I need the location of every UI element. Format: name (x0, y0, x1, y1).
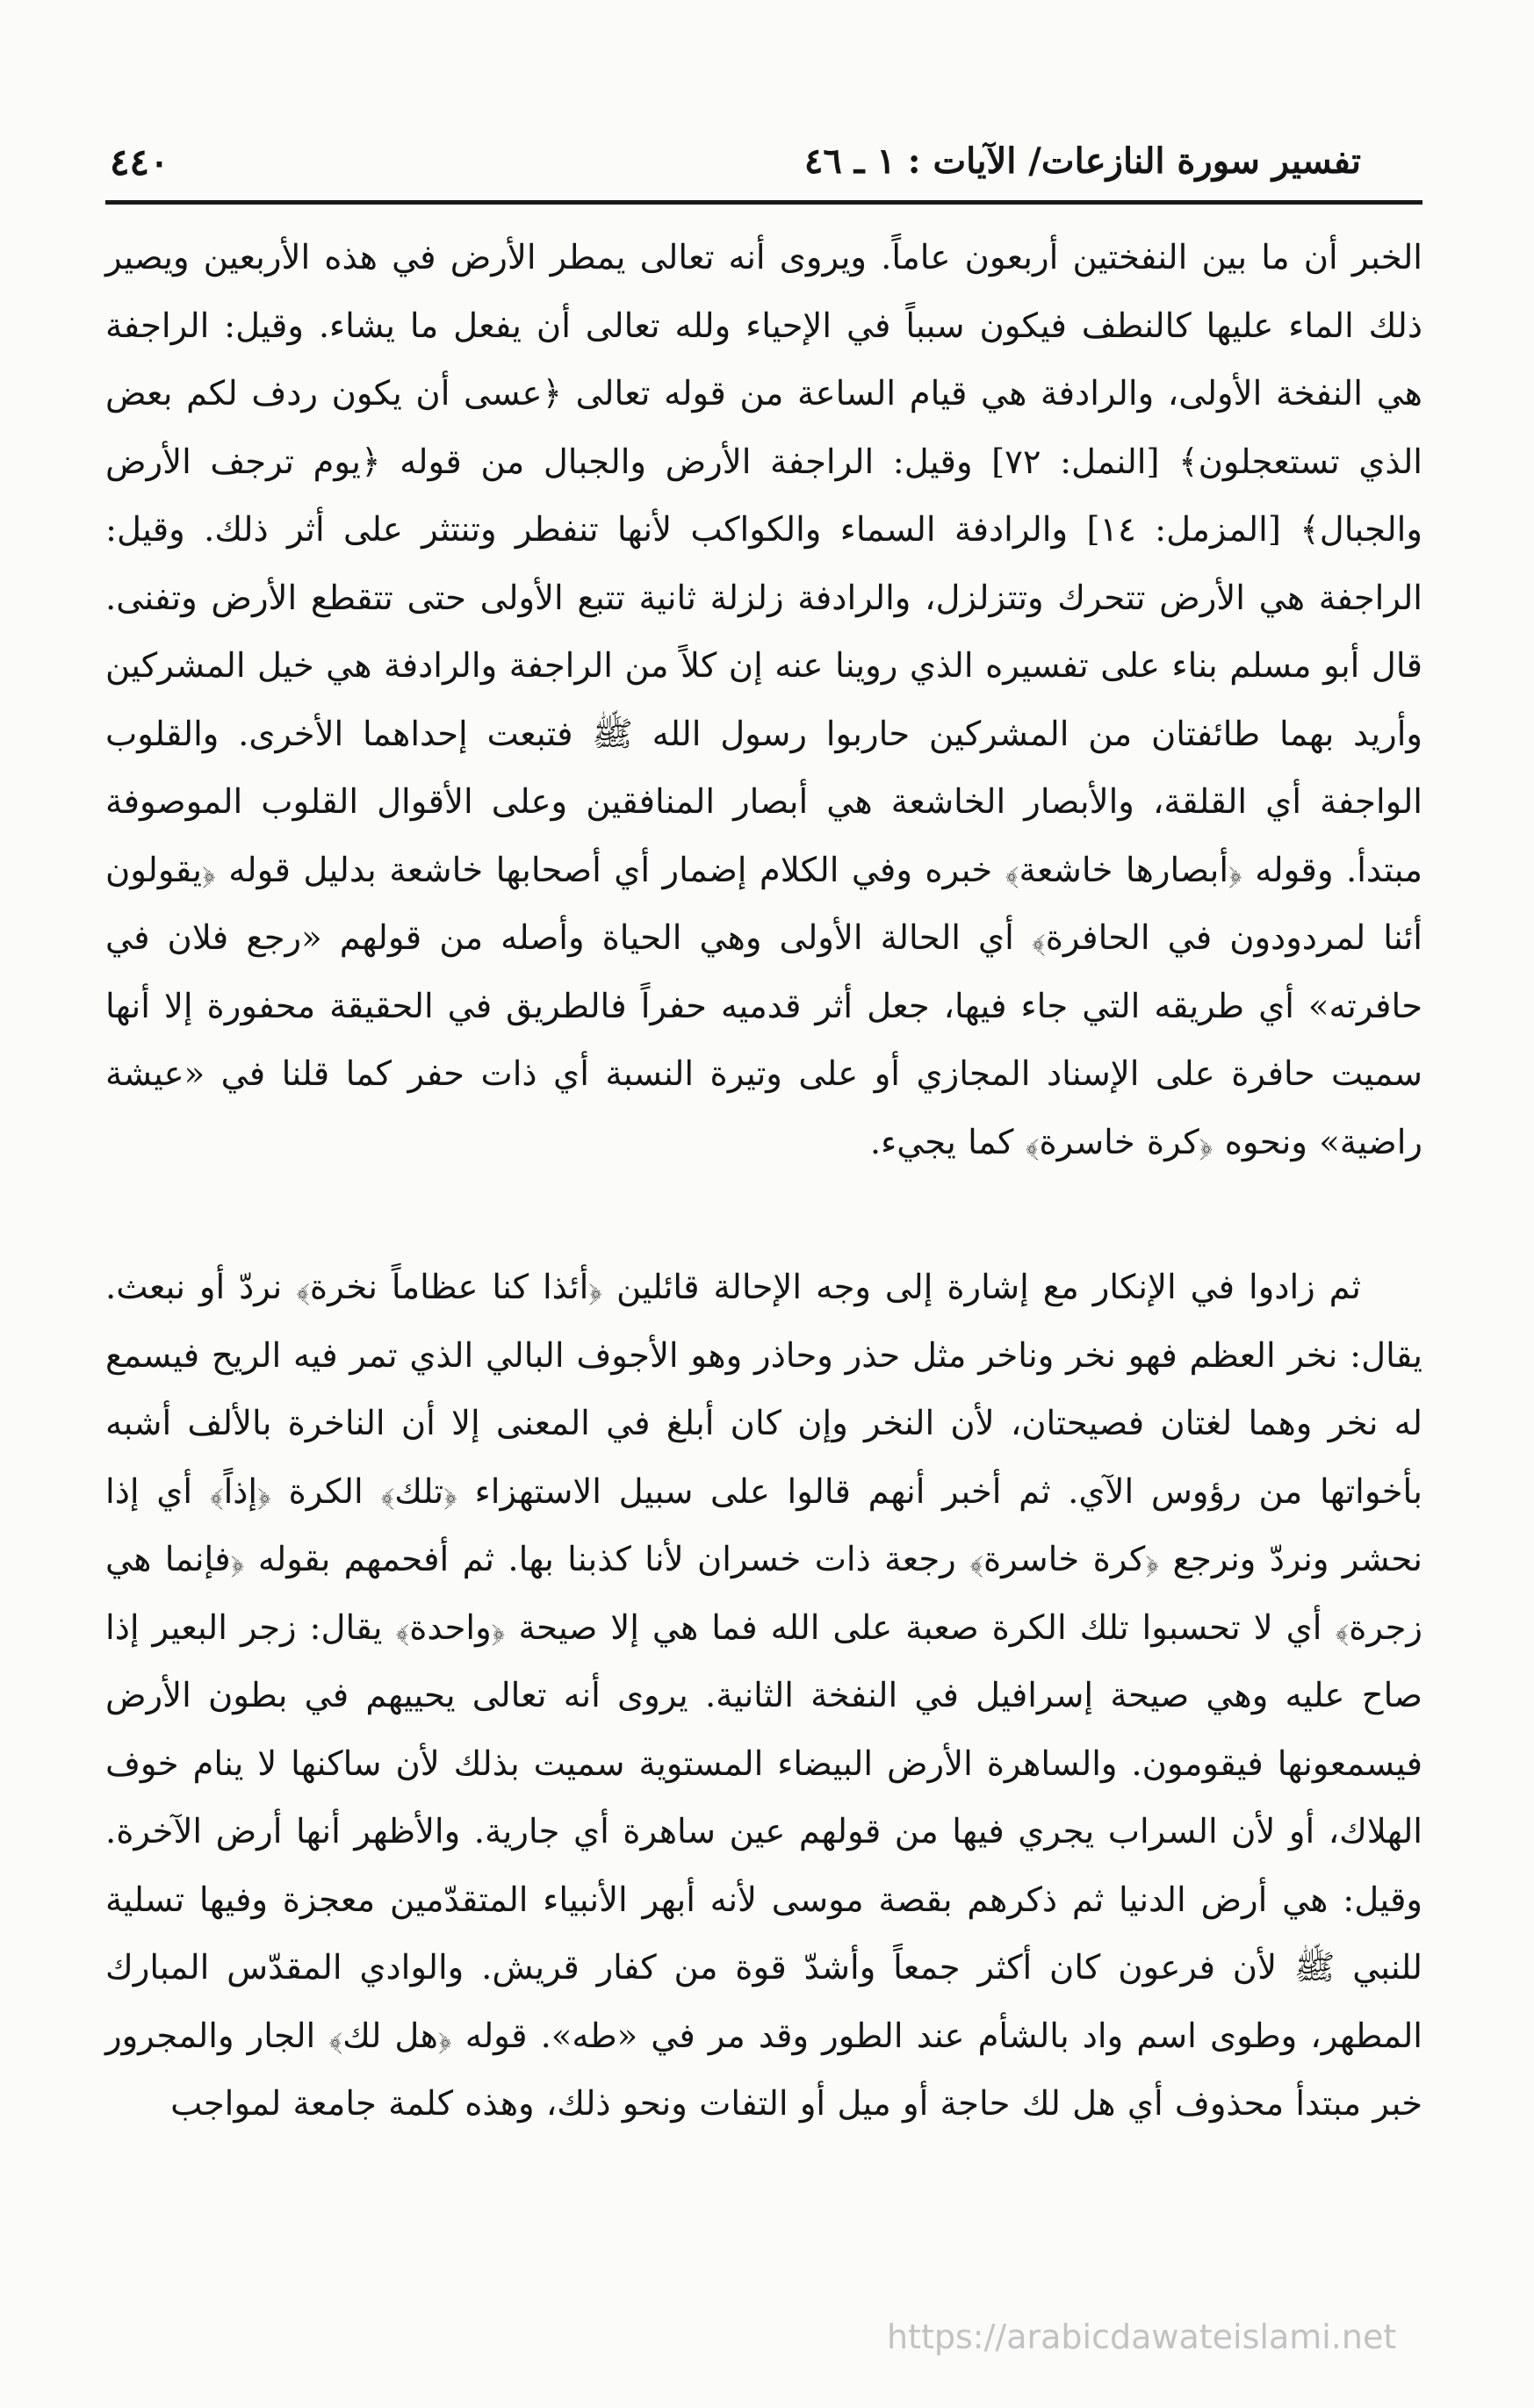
header-rule (105, 200, 1422, 205)
header-title: تفسير سورة النازعات/ الآيات : ١ ـ ٤٦ (803, 140, 1361, 182)
paragraph-2: ثم زادوا في الإنكار مع إشارة إلى وجه الإحالة قائلين ﴿أئذا كنا عظاماً نخرة﴾ نردّ أو نبعث. يقال: نخر العظم فهو نخر وناخر مثل حذر وحاذر وهو الأجوف البالي الذي تمر فيه الريح فيسمع له نخر وهما لغتان فصيحتان، لأن النخر وإن كان أبلغ في المعنى إلا أن الناخرة بالألف أشبه بأخواتها من رؤوس الآي. ثم أخبر أنهم قالوا على سبيل الاستهزاء ﴿تلك﴾ الكرة ﴿إذاً﴾ أي إذا نحشر ونردّ ونرجع ﴿كرة خاسرة﴾ رجعة ذات خسران لأنا كذبنا بها. ثم أفحمهم بقوله ﴿فإنما هي زجرة﴾ أي لا تحسبوا تلك الكرة صعبة على الله فما هي إلا صيحة ﴿واحدة﴾ يقال: زجر البعير إذا صاح عليه وهي صيحة إسرافيل في النفخة الثانية. يروى أنه تعالى يحييهم في بطون الأرض فيسمعونها فيقومون. والساهرة الأرض البيضاء المستوية سميت بذلك لأن ساكنها لا ينام خوف الهلاك، أو لأن السراب يجري فيها من قولهم عين ساهرة أي جارية. والأظهر أنها أرض الآخرة. وقيل: هي أرض الدنيا ثم ذكرهم بقصة موسى لأنه أبهر الأنبياء المتقدّمين معجزة وفيها تسلية للنبي ﷺ لأن فرعون كان أكثر جمعاً وأشدّ قوة من كفار قريش. والوادي المقدّس المبارك المطهر، وطوى اسم واد بالشأم عند الطور وقد مر في «طه». قوله ﴿هل لك﴾ الجار والمجرور خبر مبتدأ محذوف أي هل لك حاجة أو ميل أو التفات ونحو ذلك، وهذه كلمة جامعة لمواجب (105, 1268, 1423, 2124)
running-header (105, 132, 1422, 193)
page-number: ٤٤٠ (110, 140, 169, 183)
paragraph-1: الخبر أن ما بين النفختين أربعون عاماً. ويروى أنه تعالى يمطر الأرض في هذه الأربعين ويصير ذلك الماء عليها كالنطف فيكون سبباً في الإحياء ولله تعالى أن يفعل ما يشاء. وقيل: الراجفة هي النفخة الأولى، والرادفة هي قيام الساعة من قوله تعالى ﴿عسى أن يكون ردف لكم بعض الذي تستعجلون﴾ [النمل: ٧٢] وقيل: الراجفة الأرض والجبال من قوله ﴿يوم ترجف الأرض والجبال﴾ [المزمل: ١٤] والرادفة السماء والكواكب لأنها تنفطر وتنتثر على أثر ذلك. وقيل: الراجفة هي الأرض تتحرك وتتزلزل، والرادفة زلزلة ثانية تتبع الأولى حتى تتقطع الأرض وتفنى. قال أبو مسلم بناء على تفسيره الذي روينا عنه إن كلاً من الراجفة والرادفة هي خيل المشركين وأريد بهما طائفتان من المشركين حاربوا رسول الله ﷺ فتبعت إحداهما الأخرى. والقلوب الواجفة أي القلقة، والأبصار الخاشعة هي أبصار المنافقين وعلى الأقوال القلوب الموصوفة مبتدأ. وقوله ﴿أبصارها خاشعة﴾ خبره وفي الكلام إضمار أي أصحابها خاشعة بدليل قوله ﴿يقولون أئنا لمردودون في الحافرة﴾ أي الحالة الأولى وهي الحياة وأصله من قولهم «رجع فلان في حافرته» أي طريقه التي جاء فيها، جعل أثر قدميه حفراً فالطريق في الحقيقة محفورة إلا أنها سميت حافرة على الإسناد المجازي أو على وتيرة النسبة أي ذات حفر كما قلنا في «عيشة راضية» ونحوه ﴿كرة خاسرة﴾ كما يجيء. (105, 238, 1422, 1162)
watermark-url: https://arabicdawateislami.net (887, 2318, 1397, 2356)
